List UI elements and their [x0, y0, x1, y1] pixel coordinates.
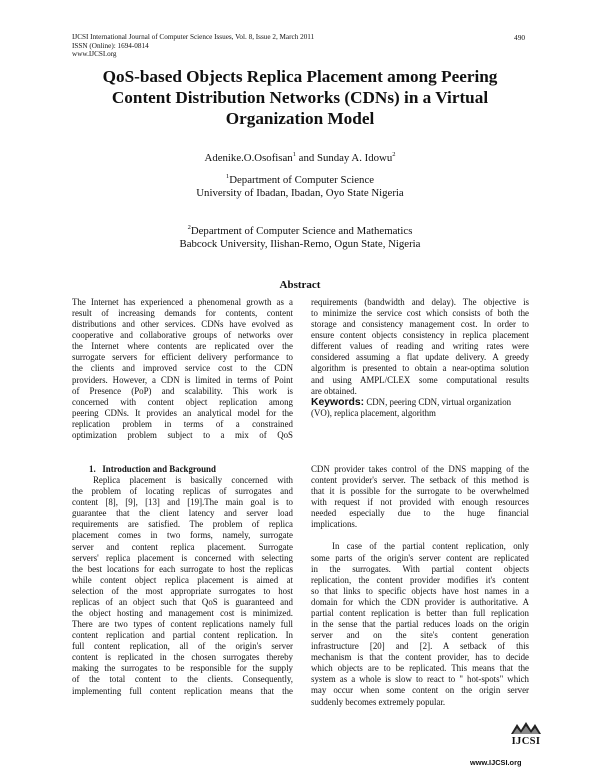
body-line: making the surrogates to be responsible for the supply — [72, 663, 293, 674]
ijcsi-logo-icon — [509, 720, 543, 736]
body-line: that it is possible for the surrogate to be overwhelmed — [311, 486, 529, 497]
abstract-line: storage and consistency management cost. In order to — [311, 319, 529, 330]
abstract-line: optimization problem subject to a mix of QoS — [72, 429, 293, 440]
body-line: servers' replica placement is concerned with selecting — [72, 552, 293, 563]
body-line: content replication and partial content replication. In — [72, 630, 293, 641]
journal-url: www.IJCSI.org — [72, 50, 117, 59]
journal-name: IJCSI International Journal of Computer Science Issues, Vol. 8, Issue 2, March 2011 — [72, 33, 315, 41]
section-1-title: Introduction and Background — [102, 464, 216, 474]
body-line: Replica placement is basically concerned with — [93, 475, 293, 486]
body-line: system as a whole is slow to react to " hot-spots" which — [311, 674, 529, 685]
abstract-left-column — [72, 297, 293, 441]
abstract-line: of Presence (PoP) and scalability. This work is — [72, 385, 293, 396]
affiliation-2 — [60, 221, 540, 251]
ijcsi-logo — [495, 720, 557, 747]
body-line: infrastructure [20] and [2]. A setback of this — [311, 641, 529, 652]
body-line: requirements are satisfied. The problem of replica — [72, 519, 293, 530]
body-line: content [8], [9], [13] and [19].The main goal is to — [72, 497, 293, 508]
body-line: partial content replication is better than full replication — [311, 607, 529, 618]
page-number: 490 — [514, 33, 526, 42]
author-1-sup: 1 — [292, 151, 296, 158]
keywords-second-line: (VO), replica placement, algorithm — [311, 407, 436, 418]
affiliation-2-dept: Department of Computer Science and Mathematics — [190, 225, 413, 237]
body-line: with request if not provided with enough resources — [311, 497, 529, 508]
abstract-line: distributions and other services. CDNs have evolved as — [72, 319, 293, 330]
affiliation-2-sup: 2 — [187, 224, 191, 231]
body-line: placement comes in two forms, namely, surrogate — [72, 530, 293, 541]
body-line: content is replicated in the chosen surrogates thereby — [72, 652, 293, 663]
keywords-label: Keywords: — [311, 396, 365, 408]
body-line: In case of the partial content replication, only — [332, 541, 529, 552]
section-1-left-column — [72, 464, 293, 697]
ijcsi-logo-text: IJCSI — [511, 736, 541, 747]
affiliation-1-univ: University of Ibadan, Ibadan, Oyo State Nigeria — [196, 187, 404, 199]
abstract-line: considered assuming a flat update delivery. A greedy — [311, 352, 529, 363]
body-line: mechanism is that the content provider, has to decide — [311, 652, 529, 663]
body-line: in the sense that the partial reduces loads on the origin — [311, 619, 529, 630]
body-line: while content object replica placement is aimed at — [72, 574, 293, 585]
section-1-right-column — [311, 464, 529, 708]
abstract-line: concerned with content object replication among — [72, 396, 293, 407]
paper-title — [40, 66, 560, 129]
abstract-line: The Internet has experienced a phenomenal growth as a — [72, 297, 293, 307]
body-line: of the total content to the clients. Consequently, — [72, 674, 293, 685]
paragraph-gap — [311, 530, 529, 541]
abstract-line: are obtained. — [311, 385, 357, 396]
footer-url: www.IJCSI.org — [470, 758, 522, 767]
authors — [60, 148, 540, 165]
body-line: the object hosting and management cost is minimized. — [72, 608, 293, 619]
abstract-line: peering CDNs. It provides an analytical model for the — [72, 407, 293, 418]
body-line: which objects are to be replicated. This means that the — [311, 663, 529, 674]
section-1-heading — [72, 464, 293, 475]
body-line: selection of the most appropriate surrogates to host — [72, 585, 293, 596]
author-2: and Sunday A. Idowu — [295, 152, 393, 164]
abstract-right-column — [311, 297, 529, 419]
body-line: some parts of the origin's server content are replicated — [311, 552, 529, 563]
body-line: content provider's server. The setback of this method is — [311, 475, 529, 486]
abstract-line: different values of reading and writing rates were — [311, 341, 529, 352]
body-line: needed especially due to the huge financial — [311, 508, 529, 519]
keywords-first-line: CDN, peering CDN, virtual organization — [364, 396, 512, 407]
body-line: guarantee that the client latency and server load — [72, 508, 293, 519]
body-line: may occur when some content on the origin server — [311, 685, 529, 696]
abstract-heading: Abstract — [279, 279, 321, 291]
author-1: Adenike.O.Osofisan — [204, 152, 293, 164]
body-line: the best locations for each surrogate to host the replicas — [72, 563, 293, 574]
abstract-line: and using AMPL/CLEX some computational results — [311, 374, 529, 385]
abstract-line: the clients and improved service cost to the CDN — [72, 363, 293, 374]
affiliation-1 — [60, 170, 540, 200]
title-line-1: QoS-based Objects Replica Placement among Peering — [102, 67, 498, 86]
author-2-sup: 2 — [392, 151, 396, 158]
body-line: implementing full content replication means that the — [72, 685, 293, 696]
abstract-line: surrogate servers for efficient delivery performance to — [72, 352, 293, 363]
body-line: implications. — [311, 519, 358, 530]
body-line: domain for which the CDN provider is authoritative. A — [311, 596, 529, 607]
body-line: server and content replica placement. Surrogate — [72, 541, 293, 552]
abstract-line: requirements (bandwidth and delay). The objective is — [311, 297, 529, 307]
abstract-line: the Internet where contents are replicated over the — [72, 341, 293, 352]
abstract-line: providers. However, a CDN is limited in terms of Point — [72, 374, 293, 385]
issn: ISSN (Online): 1694-0814 — [72, 41, 149, 50]
body-line: replication, the content provider modifies it's content — [311, 574, 529, 585]
title-line-2: Content Distribution Networks (CDNs) in a Virtual — [111, 88, 489, 107]
body-line: There are two types of content replications namely full — [72, 619, 293, 630]
abstract-line: algorithm is presented to obtain a near-optima solution — [311, 363, 529, 374]
abstract-line: ensure content objects consistency in replica placement — [311, 330, 529, 341]
abstract-line: to minimize the service cost which consists of both the — [311, 308, 529, 319]
body-line: so that links to specific objects have host names in a — [311, 585, 529, 596]
journal-header — [72, 33, 314, 59]
body-line: server and on the site's content generation — [311, 630, 529, 641]
body-line: full content replication, all of the origin's server — [72, 641, 293, 652]
affiliation-2-univ: Babcock University, Ilishan-Remo, Ogun State, Nigeria — [179, 238, 421, 250]
abstract-line: result of increasing demands for contents, content — [72, 308, 293, 319]
body-line: the problem of locating replicas of surrogates and — [72, 486, 293, 497]
affiliation-1-sup: 1 — [225, 173, 230, 180]
body-line: suddenly becomes extremely popular. — [311, 696, 446, 707]
body-line: in the surrogates. With partial content objects — [311, 563, 529, 574]
body-line: CDN provider takes control of the DNS mapping of the — [311, 464, 529, 474]
section-1-number: 1. — [89, 464, 96, 474]
body-line: replicas of an object such that QoS is guaranteed and — [72, 596, 293, 607]
abstract-line: replication problem in terms of a constrained — [72, 418, 293, 429]
affiliation-1-dept: Department of Computer Science — [229, 174, 375, 186]
keywords — [311, 397, 529, 408]
abstract-line: cooperative and collaborative groups of networks over — [72, 330, 293, 341]
title-line-3: Organization Model — [225, 109, 375, 128]
